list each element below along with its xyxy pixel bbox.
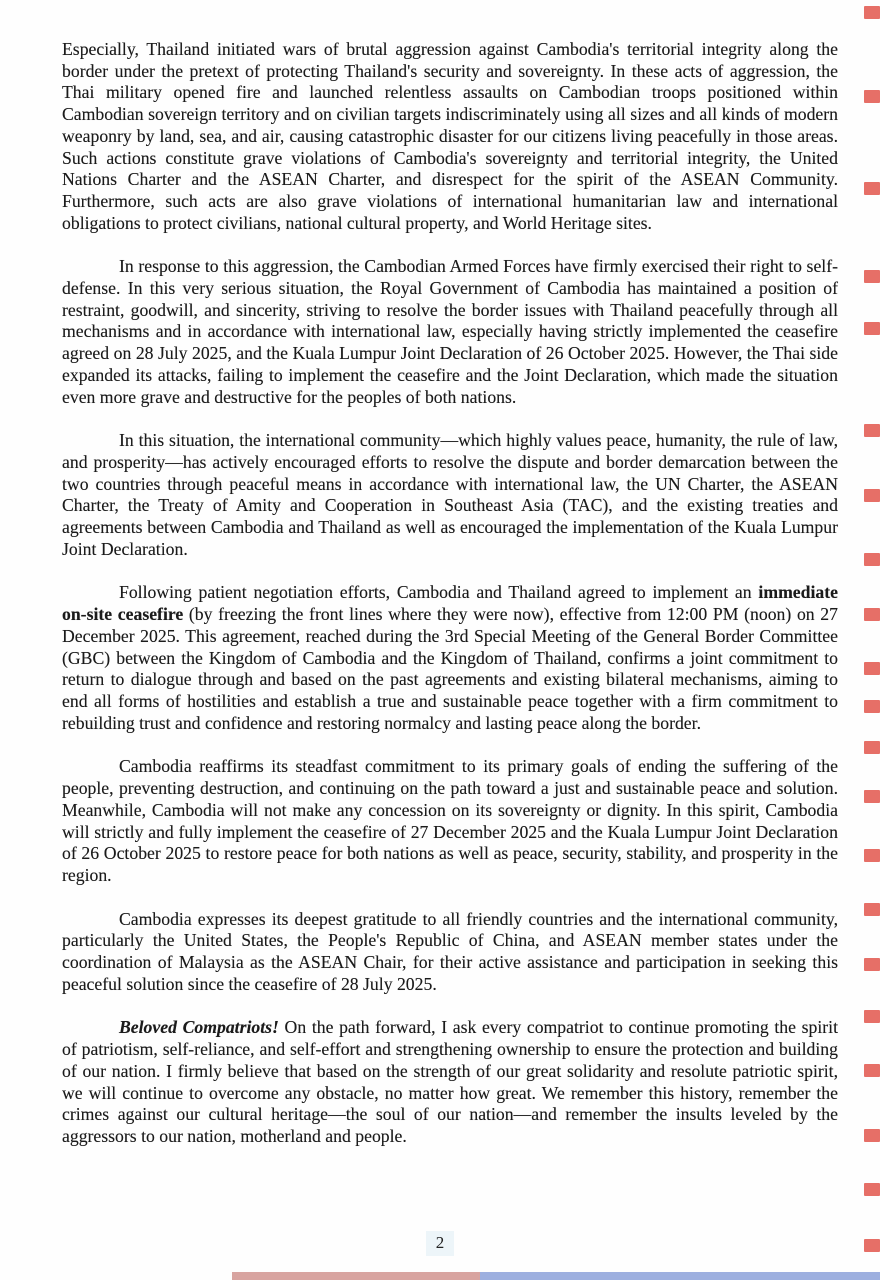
red-edge-mark <box>864 553 880 566</box>
red-edge-mark <box>864 1129 880 1142</box>
red-edge-mark <box>864 849 880 862</box>
paragraph-ceasefire-post: (by freezing the front lines where they were now), effective from 12:00 PM (noon) on 27 December 2025. This agreement, reached during the 3rd Special Meeting of the General Border Committee (GBC) between the Kingdom of Cambodia and the Kingdom of Thailand, confirms a joint commitment to return to dialogue through and based on the past agreements and existing bilateral mechanisms, aiming to end all forms of hostilities and establish a true and sustainable peace together with a firm commitment to rebuilding trust and confidence and restoring normalcy and lasting peace along the border. <box>62 604 838 733</box>
paragraph-gratitude-text: Cambodia expresses its deepest gratitude to all friendly countries and the international community, particularly the United States, the People's Republic of China, and ASEAN member states under the coordination of Malaysia as the ASEAN Chair, for their active assistance and participation in seeking this peaceful solution since the ceasefire of 28 July 2025. <box>62 908 838 994</box>
red-edge-mark <box>864 6 880 19</box>
red-edge-mark <box>864 489 880 502</box>
red-edge-mark <box>864 322 880 335</box>
paragraph-aggression <box>62 39 838 234</box>
page-number: 2 <box>426 1231 455 1256</box>
paragraph-aggression-text: Especially, Thailand initiated wars of brutal aggression against Cambodia's territorial integrity along the border under the pretext of protecting Thailand's security and sovereignty. In these acts of aggression, the Thai military opened fire and launched relentless assaults on Cambodian troops positioned within Cambodian sovereign territory and on civilian targets indiscriminately using all sizes and all kinds of modern weaponry by land, sea, and air, causing catastrophic disaster for our citizens living peacefully in those areas. Such actions constitute grave violations of Cambodia's sovereignty and territorial integrity, the United Nations Charter and the ASEAN Charter, and disrespect for the spirit of the ASEAN Community. Furthermore, such acts are also grave violations of international humanitarian law and international obligations to protect civilians, national cultural property, and World Heritage sites. <box>62 39 838 233</box>
paragraph-reaffirmation-text: Cambodia reaffirms its steadfast commitment to its primary goals of ending the suffering of the people, preventing destruction, and continuing on the path toward a just and sustainable peace and solution. Meanwhile, Cambodia will not make any concession on its sovereignty or dignity. In this spirit, Cambodia will strictly and fully implement the ceasefire of 27 December 2025 and the Kuala Lumpur Joint Declaration of 26 October 2025 to restore peace for both nations as well as peace, security, stability, and prosperity in the region. <box>62 756 838 885</box>
red-edge-mark <box>864 1010 880 1023</box>
paragraph-gratitude <box>62 909 838 996</box>
paragraph-international-community-text: In this situation, the international community—which highly values peace, humanity, the rule of law, and prosperity—has actively encouraged efforts to resolve the dispute and border demarcation between the two countries through peaceful means in accordance with international law, the UN Charter, the ASEAN Charter, the Treaty of Amity and Cooperation in Southeast Asia (TAC), and the existing treaties and agreements between Cambodia and Thailand as well as encouraged the implementation of the Kuala Lumpur Joint Declaration. <box>62 430 838 559</box>
scan-strip <box>480 1272 880 1280</box>
paragraph-ceasefire-agreement <box>62 582 838 734</box>
red-edge-mark <box>864 424 880 437</box>
red-edge-mark <box>864 270 880 283</box>
red-edge-mark <box>864 608 880 621</box>
paragraph-ceasefire-pre: Following patient negotiation efforts, Cambodia and Thailand agreed to implement an <box>119 582 759 603</box>
red-edge-mark <box>864 662 880 675</box>
red-edge-mark <box>864 790 880 803</box>
paragraph-self-defense <box>62 256 838 408</box>
scan-strip <box>232 1272 480 1280</box>
red-edge-mark <box>864 700 880 713</box>
red-edge-mark <box>864 90 880 103</box>
red-edge-mark <box>864 1183 880 1196</box>
paragraph-ceasefire-bold-phrase: immediate on-site ceasefire <box>62 582 838 625</box>
red-edge-mark <box>864 903 880 916</box>
paragraph-compatriots <box>62 1017 838 1147</box>
paragraph-international-community <box>62 430 838 560</box>
paragraph-compatriots-heading: Beloved Compatriots! <box>119 1017 279 1038</box>
paragraph-compatriots-text: On the path forward, I ask every compatriot to continue promoting the spirit of patriotism, self-reliance, and self-effort and strengthening ownership to ensure the protection and building of our nation. I firmly believe that based on the strength of our great solidarity and resolute patriotic spirit, we will continue to overcome any obstacle, no matter how great. We remember this history, remember the crimes against our cultural heritage—the soul of our nation—and remember the insults leveled by the aggressors to our nation, motherland and people. <box>62 1017 838 1146</box>
page-body-text <box>62 39 838 1170</box>
paragraph-reaffirmation <box>62 756 838 886</box>
page-footer <box>0 1231 880 1256</box>
red-edge-mark <box>864 182 880 195</box>
paragraph-self-defense-text: In response to this aggression, the Cambodian Armed Forces have firmly exercised their right to self-defense. In this very serious situation, the Royal Government of Cambodia has maintained a position of restraint, goodwill, and sincerity, striving to resolve the border issues with Thailand peacefully through all mechanisms and in accordance with international law, especially having strictly implemented the ceasefire agreed on 28 July 2025, and the Kuala Lumpur Joint Declaration of 26 October 2025. However, the Thai side expanded its attacks, failing to implement the ceasefire and the Joint Declaration, which made the situation even more grave and destructive for the peoples of both nations. <box>62 256 838 407</box>
red-edge-mark <box>864 741 880 754</box>
red-edge-mark <box>864 1064 880 1077</box>
red-edge-mark <box>864 958 880 971</box>
